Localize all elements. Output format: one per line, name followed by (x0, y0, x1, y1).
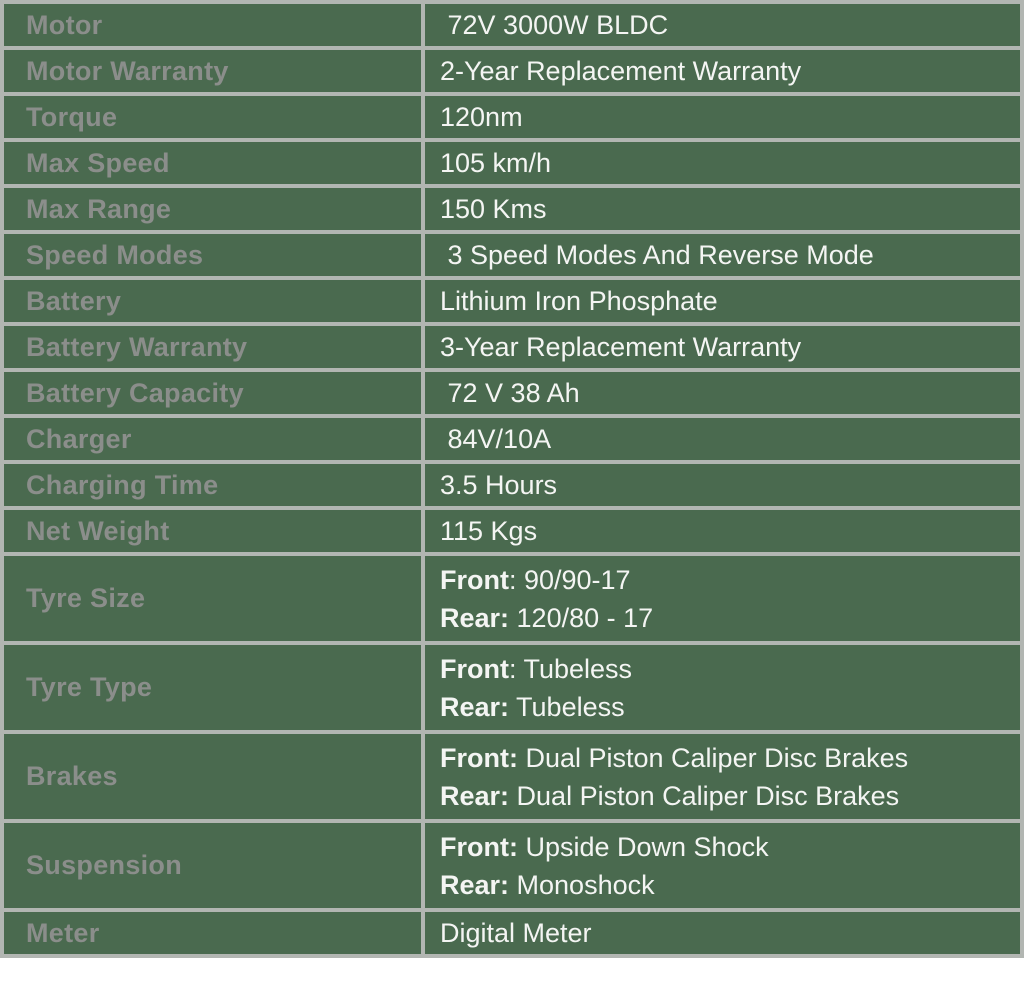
spec-value-bold-prefix: Rear: (440, 869, 510, 900)
spec-value-line (440, 144, 1010, 182)
spec-label: Brakes (2, 732, 423, 821)
spec-value-text: 115 Kgs (440, 516, 538, 546)
spec-value-text: 3-Year Replacement Warranty (440, 332, 802, 362)
spec-label: Torque (2, 94, 423, 140)
spec-value-line (440, 328, 1010, 366)
spec-value (423, 324, 1022, 370)
table-row (2, 732, 1022, 821)
table-row (2, 821, 1022, 910)
spec-value-line (440, 374, 1010, 412)
spec-value-line (440, 866, 1010, 904)
spec-value-line (440, 466, 1010, 504)
spec-value-text: Upside Down Shock (517, 831, 769, 862)
spec-value-text: Digital Meter (440, 918, 592, 948)
spec-value (423, 554, 1022, 643)
spec-value-text: Monoshock (509, 869, 655, 900)
table-row (2, 508, 1022, 554)
spec-value-text: 3 Speed Modes And Reverse Mode (440, 240, 874, 270)
spec-value-line (440, 828, 1010, 866)
spec-value-line (440, 914, 1010, 952)
spec-value-line (440, 561, 1010, 599)
spec-value-bold-prefix: Front (440, 564, 509, 595)
spec-label: Charging Time (2, 462, 423, 508)
spec-label: Speed Modes (2, 232, 423, 278)
spec-value-text: Dual Piston Caliper Disc Brakes (517, 742, 909, 773)
spec-value-line (440, 777, 1010, 815)
spec-value (423, 462, 1022, 508)
spec-value (423, 2, 1022, 48)
table-row (2, 278, 1022, 324)
spec-value-text: 120/80 - 17 (509, 602, 654, 633)
spec-value (423, 94, 1022, 140)
spec-value-text: 2-Year Replacement Warranty (440, 56, 802, 86)
spec-value (423, 508, 1022, 554)
spec-value (423, 140, 1022, 186)
spec-value (423, 821, 1022, 910)
spec-value-line (440, 6, 1010, 44)
spec-label: Motor Warranty (2, 48, 423, 94)
spec-label: Battery (2, 278, 423, 324)
table-row (2, 2, 1022, 48)
spec-value (423, 643, 1022, 732)
spec-label: Max Speed (2, 140, 423, 186)
spec-value (423, 416, 1022, 462)
spec-value-line (440, 420, 1010, 458)
spec-label: Tyre Size (2, 554, 423, 643)
spec-value (423, 232, 1022, 278)
spec-value-line (440, 739, 1010, 777)
table-row (2, 186, 1022, 232)
spec-label: Motor (2, 2, 423, 48)
spec-value-text: Lithium Iron Phosphate (440, 286, 718, 316)
spec-value (423, 186, 1022, 232)
table-row (2, 140, 1022, 186)
spec-value-line (440, 282, 1010, 320)
spec-value-bold-prefix: Rear: (440, 780, 510, 811)
table-row (2, 910, 1022, 956)
spec-value (423, 910, 1022, 956)
spec-value-bold-prefix: Rear: (440, 691, 510, 722)
spec-value-bold-prefix: Front (440, 653, 509, 684)
spec-value-text: : 90/90-17 (508, 564, 631, 595)
spec-value-line (440, 599, 1010, 637)
spec-value-line (440, 190, 1010, 228)
spec-label: Battery Capacity (2, 370, 423, 416)
spec-value (423, 278, 1022, 324)
spec-value (423, 48, 1022, 94)
spec-value (423, 732, 1022, 821)
spec-label: Charger (2, 416, 423, 462)
table-row (2, 232, 1022, 278)
spec-value-line (440, 688, 1010, 726)
table-row (2, 324, 1022, 370)
spec-value-line (440, 98, 1010, 136)
spec-value-text: 84V/10A (440, 424, 552, 454)
spec-table-body (2, 2, 1022, 956)
spec-label: Tyre Type (2, 643, 423, 732)
spec-value-text: 72 V 38 Ah (440, 378, 580, 408)
table-row (2, 370, 1022, 416)
spec-value-line (440, 650, 1010, 688)
table-row (2, 416, 1022, 462)
spec-value-line (440, 52, 1010, 90)
spec-value-text: 3.5 Hours (440, 470, 558, 500)
spec-value-line (440, 236, 1010, 274)
spec-value-text: Tubeless (509, 691, 625, 722)
spec-label: Max Range (2, 186, 423, 232)
spec-value-text: 72V 3000W BLDC (440, 10, 669, 40)
spec-value-text: : Tubeless (508, 653, 633, 684)
spec-value (423, 370, 1022, 416)
spec-value-text: 120nm (440, 102, 523, 132)
spec-value-bold-prefix: Rear: (440, 602, 510, 633)
spec-value-line (440, 512, 1010, 550)
spec-value-text: 150 Kms (440, 194, 547, 224)
spec-label: Suspension (2, 821, 423, 910)
table-row (2, 462, 1022, 508)
spec-label: Net Weight (2, 508, 423, 554)
table-row (2, 554, 1022, 643)
spec-label: Battery Warranty (2, 324, 423, 370)
table-row (2, 48, 1022, 94)
table-row (2, 643, 1022, 732)
spec-value-bold-prefix: Front: (440, 742, 518, 773)
table-row (2, 94, 1022, 140)
spec-label: Meter (2, 910, 423, 956)
spec-value-text: 105 km/h (440, 148, 552, 178)
spec-value-bold-prefix: Front: (440, 831, 518, 862)
spec-value-text: Dual Piston Caliper Disc Brakes (509, 780, 900, 811)
